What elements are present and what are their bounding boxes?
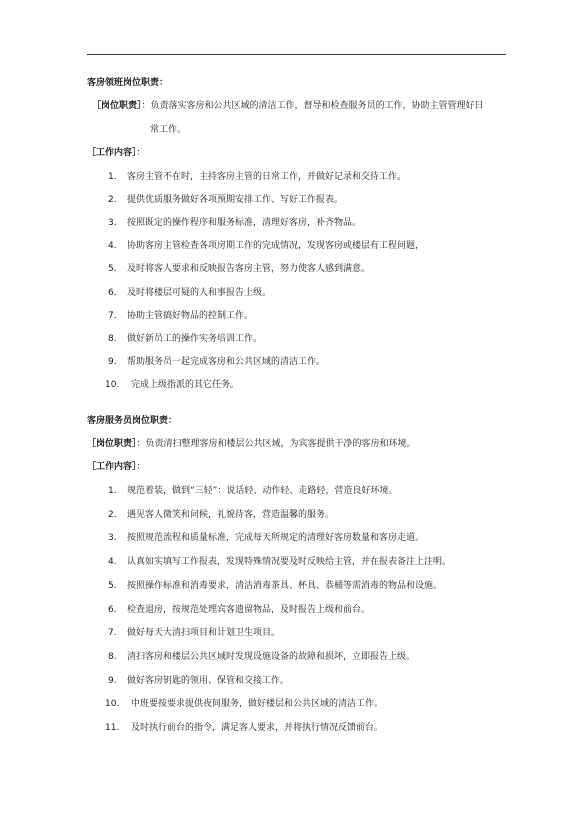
section1-duty-line2: 常工作。 <box>150 125 187 135</box>
list-item-text: 做好客房钥匙的领用、保管和交接工作。 <box>127 675 290 686</box>
list-item-text: 按照既定的操作程序和服务标准，清理好客房，补齐物品。 <box>127 218 362 229</box>
list-item-text: 按照规范流程和质量标准，完成每天所规定的清理好客房数量和客房走道。 <box>127 533 425 544</box>
header-rule <box>87 54 506 55</box>
list-item-text: 清扫客房和楼层公共区域时发现设施设备的故障和损坏，立即报告上级。 <box>127 651 416 662</box>
list-item-text: 检查退房，按规范处理宾客遗留物品，及时报告上级和前台。 <box>127 604 371 615</box>
list-item-number: 11. <box>105 723 120 733</box>
section2-work-heading: ［工作内容］： <box>87 462 146 472</box>
section1-duty-line1 <box>92 100 484 112</box>
list-item-text: 做好每天大清扫项目和计划卫生项目。 <box>127 628 281 639</box>
section1-duty-label: ［岗位职责］ <box>92 101 142 111</box>
section2-title: 客房服务员岗位职责： <box>87 416 178 426</box>
list-item-text: 协助主管搞好物品的控制工作。 <box>127 310 254 321</box>
list-item-number: 5. <box>108 580 117 591</box>
list-item-number: 1. <box>108 486 117 496</box>
list-item-text: 按照操作标准和消毒要求，清洁消毒茶具、杯具、恭桶等需消毒的物品和设施。 <box>127 580 443 591</box>
list-item-text: 规范着装，做到“三轻”：说话轻、动作轻、走路轻，营造良好环境。 <box>127 486 398 496</box>
list-item-number: 7. <box>108 310 117 321</box>
list-item-text: 提供优质服务做好各项预期安排工作、写好工作报表。 <box>127 195 344 206</box>
list-item-text: 客房主管不在时，主持客房主管的日常工作，并做好记录和交待工作。 <box>127 172 407 182</box>
section2-work-label: ［工作内容］ <box>87 462 137 472</box>
list-item-text: 中班要按要求提供夜间服务，做好楼层和公共区域的清洁工作。 <box>131 699 384 710</box>
section2-duty-line <box>87 438 416 450</box>
list-item-number: 8. <box>108 333 117 344</box>
list-item-text: 完成上级指派的其它任务。 <box>131 379 240 390</box>
section1-title: 客房领班岗位职责： <box>87 78 169 88</box>
list-item-number: 1. <box>108 172 117 182</box>
list-item-number: 3. <box>108 218 117 229</box>
list-item-text: 及时将客人要求和反映报告客房主管，努力使客人感到满意。 <box>127 264 371 275</box>
list-item-number: 10. <box>105 379 120 390</box>
list-item-number: 6. <box>108 287 117 298</box>
list-item-number: 2. <box>108 195 117 206</box>
list-item-text: 及时将楼层可疑的人和事报告上级。 <box>127 287 272 298</box>
list-item-number: 9. <box>108 675 117 686</box>
list-item-number: 5. <box>108 264 117 275</box>
list-item-number: 10. <box>105 699 120 710</box>
section1-work-label: ［工作内容］ <box>87 148 137 158</box>
section1-duty-text: ：负责落实客房和公共区域的清洁工作，督导和检查服务员的工作，协助主管管理好日 <box>141 101 484 111</box>
section2-duty-label: ［岗位职责］ <box>87 439 137 449</box>
list-item-text: 协助客房主管检查各项房期工作的完成情况，发现客房或楼层有工程问题， <box>127 241 425 252</box>
list-item-number: 2. <box>108 509 117 520</box>
list-item-text: 遇见客人微笑和问候，礼貌待客，营造温馨的服务。 <box>127 509 335 520</box>
list-item-number: 4. <box>108 557 117 568</box>
list-item-text: 做好新员工的操作实务培训工作。 <box>127 333 263 344</box>
list-item-text: 及时执行前台的指令，满足客人要求，并将执行情况反馈前台。 <box>131 723 384 733</box>
section2-duty-text: ：负责清扫整理客房和楼层公共区域，为宾客提供干净的客房和环境。 <box>136 439 416 449</box>
list-item-number: 6. <box>108 604 117 615</box>
list-item-text: 认真如实填写工作报表，发现特殊情况要及时反映给主管，并在报表备注上注明。 <box>127 557 452 568</box>
list-item-number: 9. <box>108 356 117 367</box>
list-item-text: 帮助服务员一起完成客房和公共区域的清洁工作。 <box>127 356 326 367</box>
list-item-number: 7. <box>108 628 117 639</box>
section1-work-heading: ［工作内容］： <box>87 148 146 158</box>
list-item-number: 4. <box>108 241 117 252</box>
list-item-number: 3. <box>108 533 117 544</box>
list-item-number: 8. <box>108 651 117 662</box>
